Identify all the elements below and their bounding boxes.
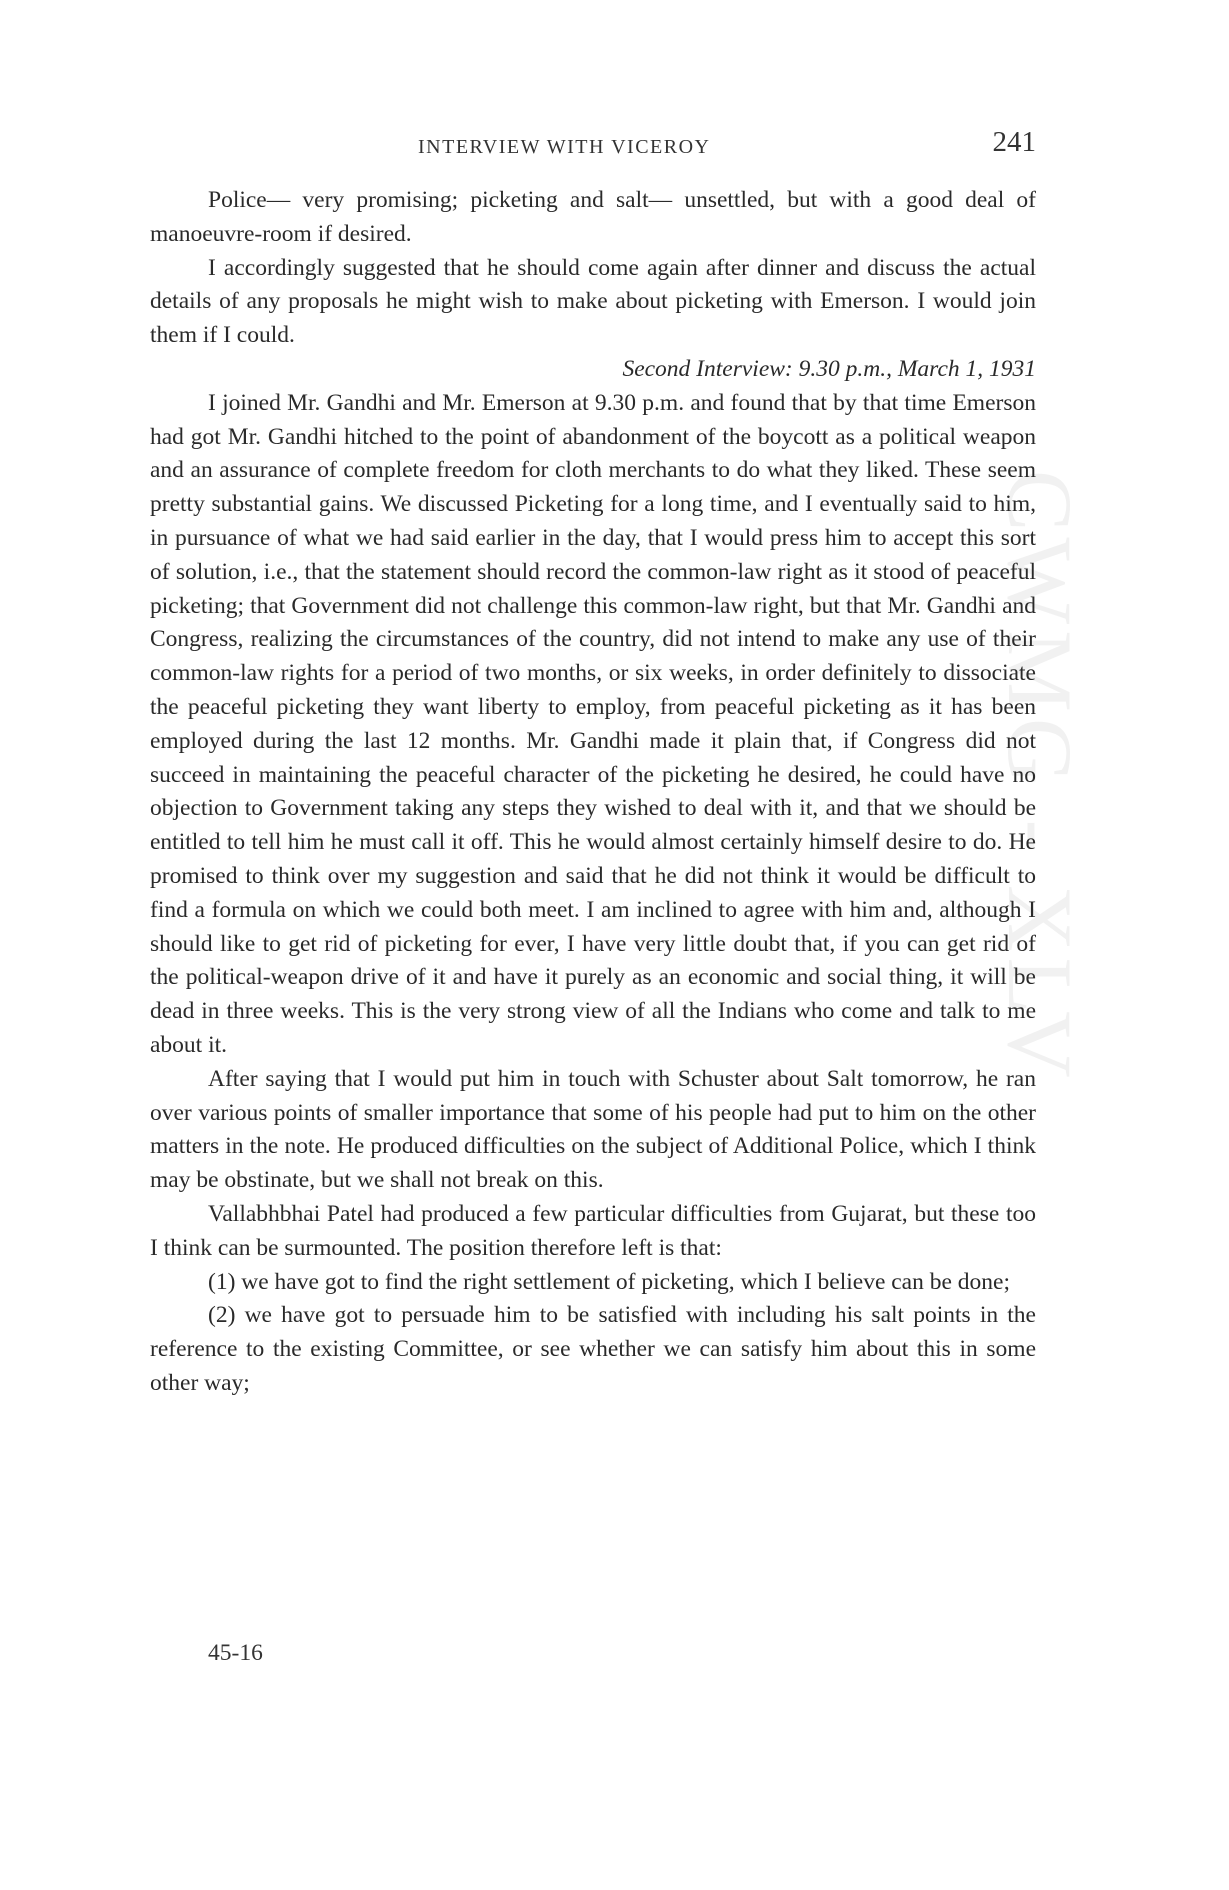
numbered-paragraph: (1) we have got to find the right settlement of picketing, which I believe can be done; bbox=[208, 1268, 1011, 1295]
paragraph: Police— very promising; picketing and salt— unsettled, but with a good deal of manoeuvre-room if desired. bbox=[150, 187, 1036, 247]
numbered-paragraph: (2) we have got to persuade him to be satisfied with including his salt points in the reference to the existing Committee, or see whether we can satisfy him about this in some other way; bbox=[150, 1302, 1036, 1396]
signature-mark: 45-16 bbox=[208, 1640, 263, 1666]
running-head: INTERVIEW WITH VICEROY bbox=[418, 136, 711, 158]
paragraph: After saying that I would put him in touch with Schuster about Salt tomorrow, he ran over various points of smaller importance that some of his people had put to him on the other matters in the note. He produced difficulties on the subject of Additional Police, which I think may be obstinate, but we shall not break on this. bbox=[150, 1065, 1036, 1194]
body-text bbox=[150, 184, 1036, 1401]
page-number: 241 bbox=[992, 126, 1036, 158]
paragraph: I accordingly suggested that he should come again after dinner and discuss the actual details of any proposals he might wish to make about picketing with Emerson. I would join them if I could. bbox=[150, 254, 1036, 349]
paragraph: I joined Mr. Gandhi and Mr. Emerson at 9.30 p.m. and found that by that time Emerson had got Mr. Gandhi hitched to the point of abandonment of the boycott as a political weapon and an assurance of complete freedom for cloth merchants to do what they liked. These seem pretty substantial gains. We discussed Picketing for a long time, and I eventually said to him, in pursuance of what we had said earlier in the day, that I would press him to accept this sort of solution, i.e., that the statement should record the common-law right as it stood of peaceful picketing; that Government did not challenge this common-law right, but that Mr. Gandhi and Congress, realizing the circumstances of the country, did not intend to make any use of their common-law rights for a period of two months, or six weeks, in order definitely to dissociate the peaceful picketing they want liberty to employ, from peaceful picketing as it has been employed during the last 12 months. Mr. Gandhi made it plain that, if Congress did not succeed in maintaining the peaceful character of the picketing he desired, he could have no objection to Government taking any steps they wished to deal with it, and that we should be entitled to tell him he must call it off. This he would almost certainly himself desire to do. He promised to think over my suggestion and said that he did not think it would be difficult to find a formula on which we could both meet. I am inclined to agree with him and, although I should like to get rid of picketing for ever, I have very little doubt that, if you can get rid of the political-weapon drive of it and have it purely as an economic and social thing, it will be dead in three weeks. This is the very strong view of all the Indians who come and talk to me about it. bbox=[150, 389, 1036, 1058]
page-header bbox=[150, 126, 1036, 166]
section-subhead: Second Interview: 9.30 p.m., March 1, 1931 bbox=[622, 355, 1036, 382]
paragraph: Vallabhbhai Patel had produced a few particular difficulties from Gujarat, but these too I think can be surmounted. The position therefore left is that: bbox=[150, 1200, 1036, 1261]
watermark: CWMG - XLV bbox=[989, 470, 1091, 1084]
